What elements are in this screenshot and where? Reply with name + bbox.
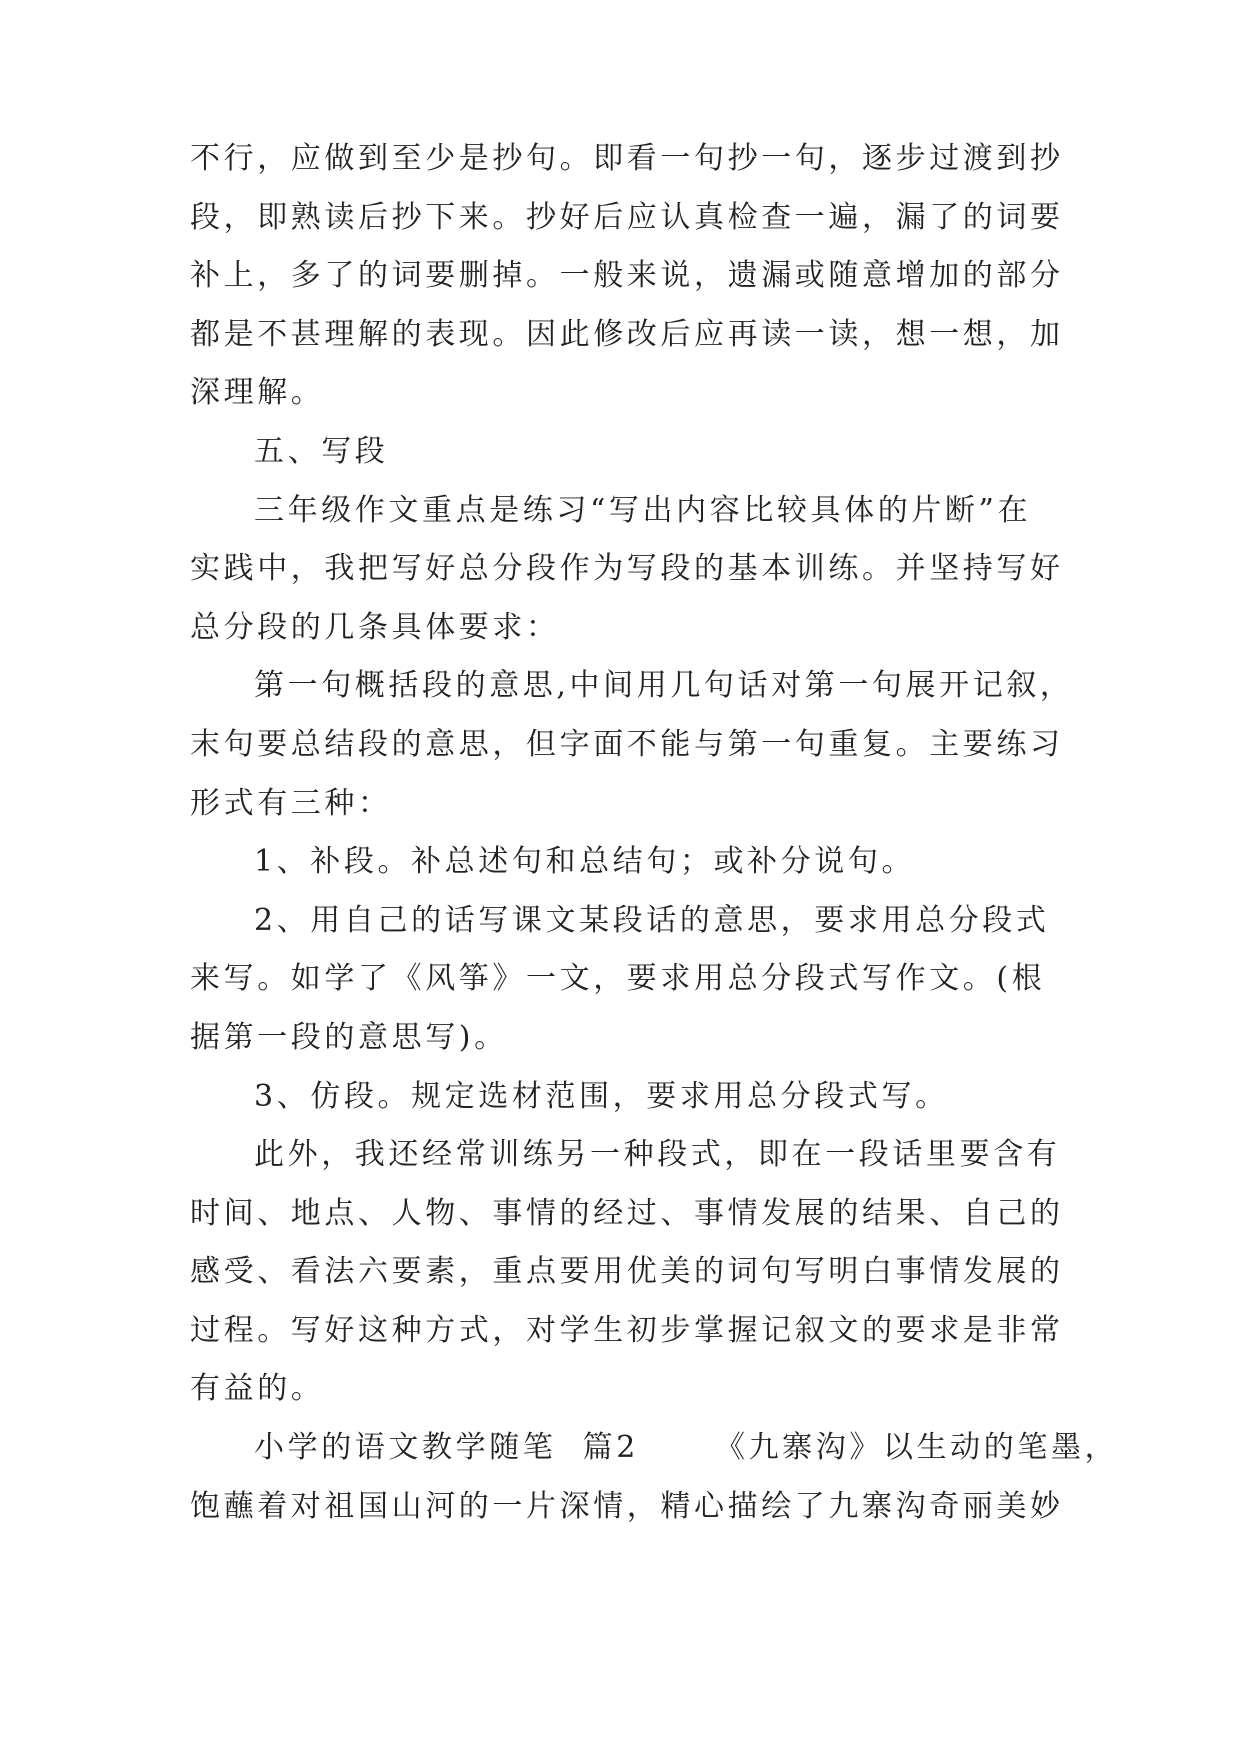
- text-line: 此外，我还经常训练另一种段式，即在一段话里要含有: [254, 1137, 1061, 1173]
- text-line: 不行，应做到至少是抄句。即看一句抄一句，逐步过渡到抄: [190, 141, 1064, 176]
- text-line: 都是不甚理解的表现。因此修改后应再读一读，想一想，加: [190, 316, 1064, 352]
- text-line: 来写。如学了《风筝》一文，要求用总分段式写作文。(根: [190, 961, 1046, 997]
- list-item: 1、补段。补总述句和总结句；或补分说句。: [254, 844, 916, 880]
- text-line: 有益的。: [190, 1371, 325, 1407]
- text-line: 据第一段的意思写)。: [190, 1019, 508, 1055]
- section-heading: 五、写段: [254, 433, 389, 469]
- text-line: 形式有三种：: [190, 785, 392, 821]
- text-line: 末句要总结段的意思，但字面不能与第一句重复。主要练习: [190, 726, 1064, 762]
- article2-first-line: [190, 1419, 1119, 1478]
- document-page: [190, 130, 1119, 1536]
- text-line: 时间、地点、人物、事情的经过、事情发展的结果、自己的: [190, 1195, 1064, 1231]
- text-line: 饱蘸着对祖国山河的一片深情，精心描绘了九寨沟奇丽美妙: [190, 1488, 1064, 1524]
- text-line: 第一句概括段的意思,中间用几句话对第一句展开记叙，: [254, 668, 1074, 704]
- text-line: 过程。写好这种方式，对学生初步掌握记叙文的要求是非常: [190, 1312, 1064, 1348]
- list-item: 2、用自己的话写课文某段话的意思，要求用总分段式: [254, 902, 1050, 938]
- list-item: 3、仿段。规定选材范围，要求用总分段式写。: [254, 1078, 949, 1114]
- text-line: 实践中，我把写好总分段作为写段的基本训练。并坚持写好: [190, 551, 1064, 587]
- text-line: 深理解。: [190, 375, 325, 411]
- article2-intro-text: 《九寨沟》以生动的笔墨，: [714, 1430, 1119, 1466]
- text-line: 段，即熟读后抄下来。抄好后应认真检查一遍，漏了的词要: [190, 199, 1064, 235]
- text-line: 感受、看法六要素，重点要用优美的词句写明白事情发展的: [190, 1254, 1064, 1290]
- article2-heading: 小学的语文教学随笔 篇2: [254, 1430, 639, 1466]
- text-line: 三年级作文重点是练习“写出内容比较具体的片断”在: [254, 492, 1032, 528]
- text-line: 补上，多了的词要删掉。一般来说，遗漏或随意增加的部分: [190, 258, 1064, 294]
- text-line: 总分段的几条具体要求：: [190, 609, 560, 645]
